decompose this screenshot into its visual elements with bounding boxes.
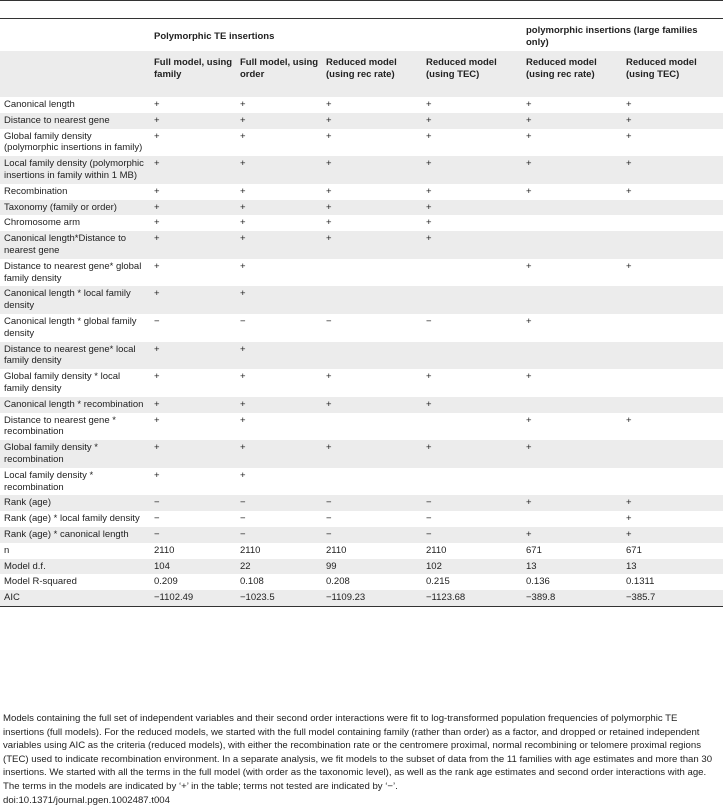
table-cell: + <box>422 156 522 184</box>
table-cell: + <box>322 397 422 413</box>
table-cell: + <box>150 342 236 370</box>
table-row <box>0 184 723 200</box>
table-cell: 0.136 <box>526 576 550 588</box>
row-label: Global family density * recombination <box>0 440 150 468</box>
row-label: Model d.f. <box>0 559 150 575</box>
table-cell <box>622 342 723 370</box>
table-cell <box>622 286 723 314</box>
table-row <box>0 215 723 231</box>
table-cell <box>422 468 522 496</box>
table-cell: + <box>626 130 632 142</box>
table-row <box>0 527 723 543</box>
table-cell: − <box>236 495 322 511</box>
table-cell <box>622 215 723 231</box>
table-cell: + <box>626 260 632 272</box>
column-header <box>0 51 150 97</box>
table-row <box>0 342 723 370</box>
table-cell: −385.7 <box>622 590 723 606</box>
table-cell: 13 <box>622 559 723 575</box>
column-header: Full model, using family <box>150 51 236 97</box>
table-cell: + <box>426 371 432 383</box>
table-cell: − <box>240 513 246 525</box>
table-cell: + <box>326 99 332 110</box>
table-row <box>0 156 723 184</box>
table-cell: + <box>236 286 322 314</box>
table-cell: −1102.49 <box>150 590 236 606</box>
table-row <box>0 574 723 590</box>
table-cell: 104 <box>150 559 236 575</box>
row-label: Rank (age) * canonical length <box>0 527 150 543</box>
table-cell: + <box>522 527 622 543</box>
table-cell: + <box>154 469 160 481</box>
table-cell: + <box>526 185 532 197</box>
row-label: Distance to nearest gene* global family density <box>4 260 142 284</box>
doi-text: doi:10.1371/journal.pgen.1002487.t004 <box>3 794 170 806</box>
table-cell: + <box>154 260 160 272</box>
table-cell: + <box>240 217 246 229</box>
table-cell: + <box>522 440 622 468</box>
table-cell: + <box>422 200 522 216</box>
table-cell: − <box>236 527 322 543</box>
row-label: Distance to nearest gene <box>0 113 150 129</box>
row-label: Local family density (polymorphic insertions in family within 1 MB) <box>0 156 150 184</box>
table-cell: 0.215 <box>426 576 450 588</box>
table-cell: + <box>522 113 622 129</box>
table-cell: + <box>322 200 422 216</box>
row-label: Model R-squared <box>4 576 77 588</box>
table-cell <box>522 468 622 496</box>
table-cell: − <box>150 527 236 543</box>
table-cell: 22 <box>236 559 322 575</box>
table-cell <box>322 259 422 287</box>
table-row <box>0 200 723 216</box>
table-row <box>0 511 723 527</box>
row-label: Recombination <box>4 185 68 197</box>
table-cell <box>522 511 622 527</box>
table-cell: + <box>240 260 246 272</box>
table-cell: + <box>240 371 246 383</box>
table-cell <box>322 413 422 441</box>
table-cell: − <box>426 315 432 327</box>
table-cell <box>422 259 522 287</box>
table-cell: + <box>526 371 532 383</box>
table-cell: + <box>240 414 246 426</box>
table-cell: + <box>526 260 532 272</box>
table-cell <box>622 231 723 259</box>
table-cell: + <box>240 469 246 481</box>
table-cell <box>622 200 723 216</box>
column-header: Reduced model (using TEC) <box>422 51 522 97</box>
table-cell: + <box>150 397 236 413</box>
table-cell: + <box>322 113 422 129</box>
table-cell: + <box>522 495 622 511</box>
table-cell: + <box>426 217 432 229</box>
table-cell <box>522 342 622 370</box>
table-cell: + <box>154 99 160 110</box>
table-cell: + <box>422 440 522 468</box>
table-cell: − <box>326 315 332 327</box>
table-row <box>0 231 723 259</box>
column-header-row <box>0 51 723 97</box>
table-cell: + <box>622 156 723 184</box>
table-cell: + <box>326 371 332 383</box>
table-cell <box>522 200 622 216</box>
table-cell: + <box>626 99 632 110</box>
table-cell: + <box>236 156 322 184</box>
column-header: Reduced model (using rec rate) <box>322 51 422 97</box>
table-cell: + <box>236 397 322 413</box>
table-row <box>0 543 723 559</box>
table-cell: + <box>326 185 332 197</box>
table-cell: + <box>236 342 322 370</box>
table-row <box>0 590 723 606</box>
table-cell: + <box>154 371 160 383</box>
table-cell: 99 <box>322 559 422 575</box>
table-cell: 102 <box>422 559 522 575</box>
table-cell: + <box>322 231 422 259</box>
table-cell <box>322 342 422 370</box>
table-row <box>0 113 723 129</box>
table-cell: + <box>526 99 532 110</box>
table-cell: 2110 <box>240 544 261 556</box>
table-cell: + <box>622 495 723 511</box>
table-cell <box>322 286 422 314</box>
table-cell: + <box>154 217 160 229</box>
table-cell: 2110 <box>426 544 447 556</box>
table-cell: + <box>426 130 432 142</box>
top-rule <box>0 0 723 1</box>
table-row <box>0 440 723 468</box>
table-cell: + <box>154 130 160 142</box>
table-cell: + <box>626 414 632 426</box>
table-row <box>0 129 723 157</box>
table-row <box>0 286 723 314</box>
table-cell: + <box>626 185 632 197</box>
table-cell: + <box>240 130 246 142</box>
table-cell: − <box>154 513 160 525</box>
row-label: Canonical length <box>4 99 75 110</box>
table-row <box>0 369 723 397</box>
table-cell: −1109.23 <box>322 590 422 606</box>
table-cell: + <box>150 286 236 314</box>
table-cell: 0.208 <box>326 576 350 588</box>
table-cell: −1023.5 <box>236 590 322 606</box>
row-label: Distance to nearest gene * recombination <box>4 414 116 438</box>
table-cell <box>322 468 422 496</box>
table-cell: + <box>326 217 332 229</box>
row-label: Rank (age) <box>0 495 150 511</box>
table-cell: − <box>150 495 236 511</box>
row-label: Distance to nearest gene* local family density <box>0 342 150 370</box>
row-label: AIC <box>0 590 150 606</box>
table-cell: − <box>322 495 422 511</box>
table-cell: 671 <box>526 544 542 556</box>
table-cell: 0.108 <box>240 576 264 588</box>
table-cell: + <box>522 156 622 184</box>
table-cell: + <box>422 231 522 259</box>
table-row <box>0 495 723 511</box>
row-label: Canonical length * local family density <box>0 286 150 314</box>
table-cell: −1123.68 <box>422 590 522 606</box>
column-header: Reduced model (using rec rate) <box>522 51 622 97</box>
table-cell: + <box>326 130 332 142</box>
table-cell <box>522 286 622 314</box>
table-cell: 13 <box>522 559 622 575</box>
table-cell <box>422 342 522 370</box>
table-cell: + <box>622 527 723 543</box>
table-row <box>0 314 723 342</box>
table-cell: + <box>426 99 432 110</box>
table-cell: + <box>240 99 246 110</box>
row-label: n <box>4 544 10 556</box>
footnote-text: Models containing the full set of independent variables and their second order interactions were fit to log-transformed population frequencies of polymorphic TE insertions (full models). For the reduced models, we started with the full model containing family (rather than order) as a factor, and dropped or retained independent variables using AIC as the criteria (reduced models), with either the recombination rate or the centromere proximal, normal recombining or telomere proximal regions (TEC) used to indicate recombination environment. In a separate analysis, we fit models to the subset of data from the 11 families with age estimates and more than 30 insertions. We started with all the terms in the full model (with order as the taxonomic level), as well as the rank age estimates and second order interactions with age. The terms in the models are indicated by ‘+’ in the table; terms not tested are indicated by ‘−’. <box>3 713 713 792</box>
table-cell: + <box>526 130 532 142</box>
row-label: Chromosome arm <box>4 217 81 229</box>
table-cell <box>622 440 723 468</box>
table-cell: − <box>422 495 522 511</box>
table-cell: + <box>236 200 322 216</box>
table-cell: + <box>236 113 322 129</box>
group-header-blank <box>0 23 150 51</box>
table-cell: 2110 <box>154 544 175 556</box>
table-row <box>0 259 723 287</box>
table-cell: + <box>422 397 522 413</box>
table-cell: − <box>422 527 522 543</box>
table-cell: + <box>150 156 236 184</box>
table-cell: − <box>322 527 422 543</box>
table-cell: + <box>236 440 322 468</box>
table-cell <box>622 314 723 342</box>
table-cell: + <box>622 113 723 129</box>
table-cell: 0.209 <box>154 576 178 588</box>
row-label: Local family density * recombination <box>4 469 94 493</box>
group-header-polymorphic: Polymorphic TE insertions <box>154 31 275 43</box>
table-cell: + <box>240 185 246 197</box>
table-body <box>0 97 723 606</box>
table-row <box>0 413 723 441</box>
table-cell: + <box>150 200 236 216</box>
row-label: Canonical length * recombination <box>0 397 150 413</box>
table-cell: + <box>526 414 532 426</box>
table-cell <box>422 413 522 441</box>
table-cell <box>622 397 723 413</box>
table-cell: + <box>154 185 160 197</box>
table-cell: + <box>150 440 236 468</box>
table-cell: + <box>236 231 322 259</box>
table-cell <box>422 286 522 314</box>
row-label: Rank (age) * local family density <box>4 513 140 525</box>
table-cell: 2110 <box>326 544 347 556</box>
table-cell <box>522 215 622 231</box>
table-row <box>0 559 723 575</box>
column-header: Full model, using order <box>236 51 322 97</box>
table-row <box>0 468 723 496</box>
table-row <box>0 97 723 113</box>
row-label: Canonical length*Distance to nearest gene <box>0 231 150 259</box>
table-cell: + <box>154 414 160 426</box>
table-cell: + <box>150 113 236 129</box>
table-footnote <box>0 712 720 807</box>
table-cell: − <box>326 513 332 525</box>
row-label: Global family density (polymorphic insertions in family) <box>4 130 143 154</box>
table-cell: + <box>526 315 532 327</box>
column-header: Reduced model (using TEC) <box>622 51 723 97</box>
row-label: Canonical length * global family density <box>4 315 137 339</box>
results-table <box>0 23 723 607</box>
table-cell: + <box>150 231 236 259</box>
table-cell: + <box>322 440 422 468</box>
table-cell: + <box>426 185 432 197</box>
table-cell: 0.1311 <box>626 576 655 588</box>
table-cell: + <box>422 113 522 129</box>
table-cell: − <box>426 513 432 525</box>
header-rule <box>0 18 723 19</box>
table-cell: 671 <box>626 544 642 556</box>
table-row <box>0 397 723 413</box>
table-cell <box>622 369 723 397</box>
row-label: Taxonomy (family or order) <box>0 200 150 216</box>
table-cell <box>522 397 622 413</box>
table-cell <box>622 468 723 496</box>
table-cell: + <box>626 513 632 525</box>
table-cell: −389.8 <box>522 590 622 606</box>
row-label: Global family density * local family density <box>4 371 121 394</box>
group-header-large-families: polymorphic insertions (large families only) <box>526 25 698 48</box>
table-cell: − <box>240 315 246 327</box>
table-cell: + <box>322 156 422 184</box>
table-cell <box>522 231 622 259</box>
table-cell: − <box>154 315 160 327</box>
